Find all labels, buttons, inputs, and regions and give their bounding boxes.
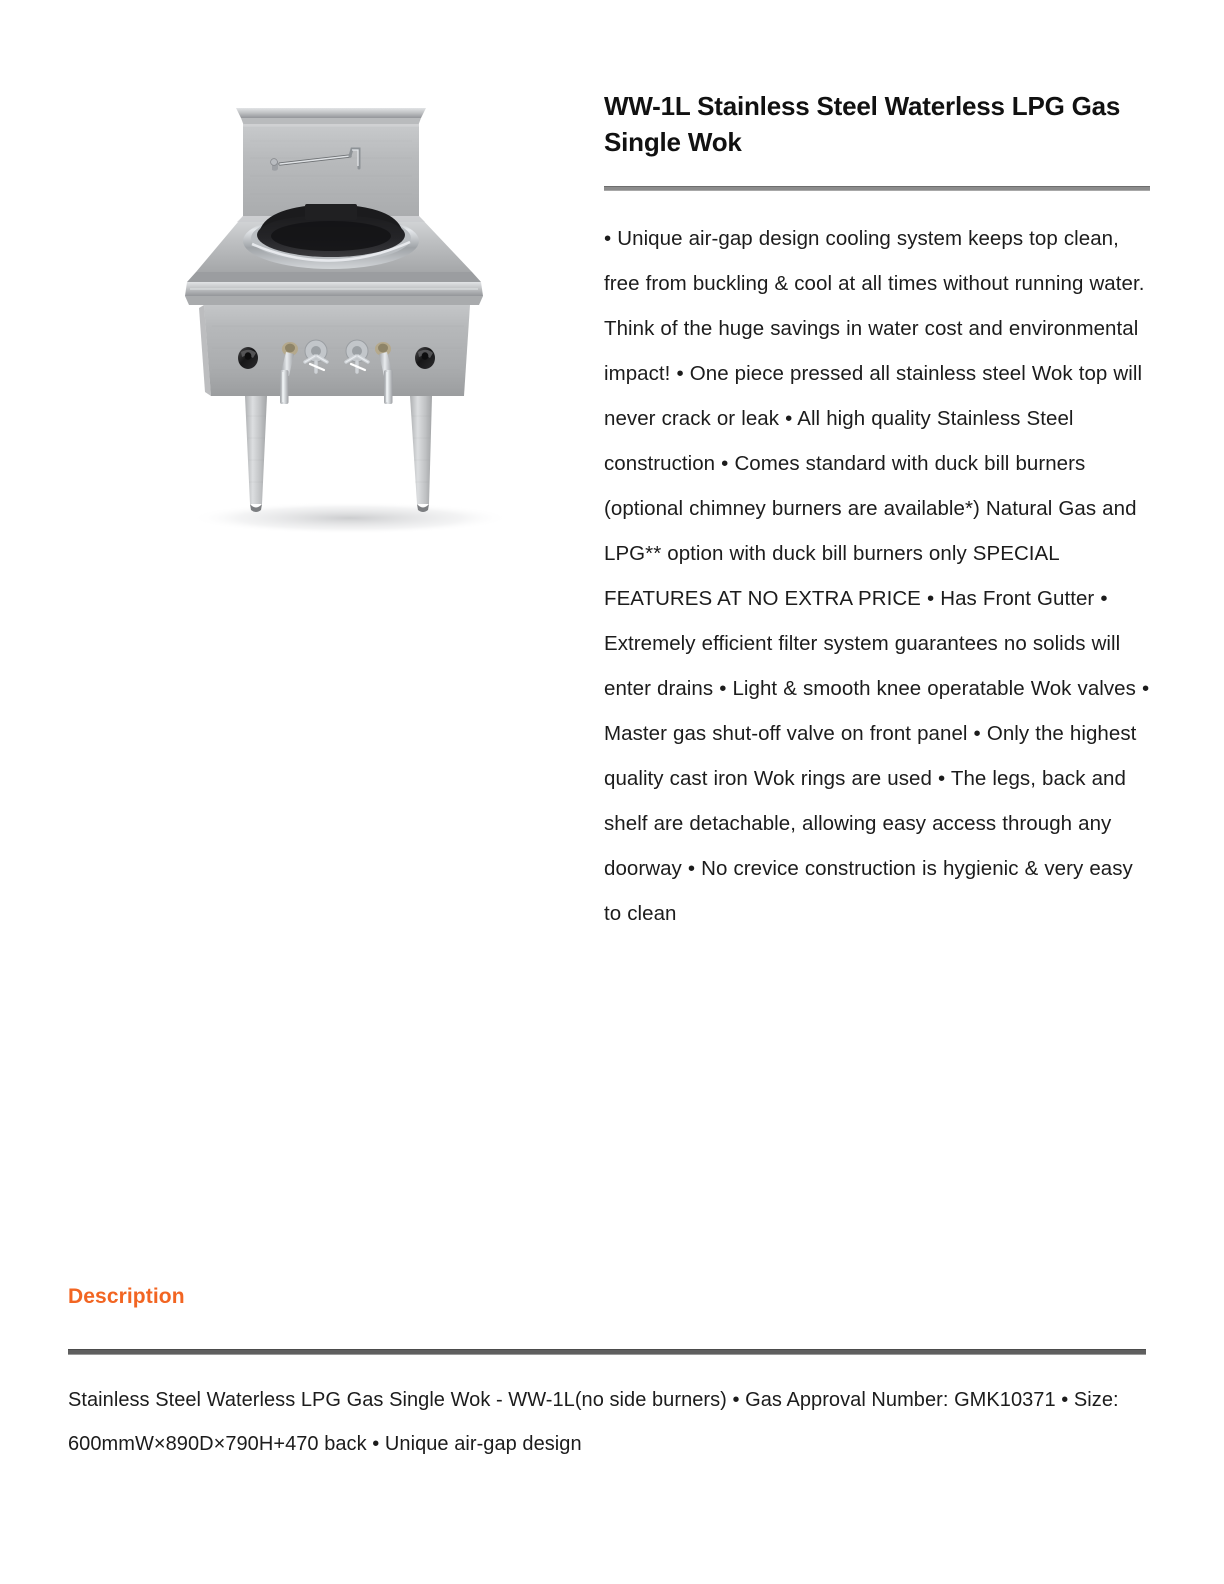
- product-image: [100, 86, 600, 556]
- control-knob-left[interactable]: [238, 347, 258, 369]
- control-knob-right[interactable]: [415, 347, 435, 369]
- wok-range-illustration: [100, 86, 600, 556]
- description-section: [68, 1283, 1146, 1466]
- product-features-text: • Unique air-gap design cooling system keeps top clean, free from buckling & cool at all times without running water. Think of the huge savings in water cost and environmental impact! • One piece pressed all stainless steel Wok top will never crack or leak • All high quality Stainless Steel construction • Comes standard with duck bill burners (optional chimney burners are available*) Natural Gas and LPG** option with duck bill burners only SPECIAL FEATURES AT NO EXTRA PRICE • Has Front Gutter • Extremely efficient filter system guarantees no solids will enter drains • Light & smooth knee operatable Wok valves • Master gas shut-off valve on front panel • Only the highest quality cast iron Wok rings are used • The legs, back and shelf are detachable, allowing easy access through any doorway • No crevice construction is hygienic & very easy to clean: [604, 227, 1150, 925]
- front-gutter-rail: [185, 272, 483, 305]
- description-body-text: Stainless Steel Waterless LPG Gas Single Wok - WW-1L(no side burners) • Gas Approval Number: GMK10371 • Size: 600mmW×890D×790H+470 back • Unique air-gap design: [68, 1389, 1119, 1455]
- drop-shadow: [190, 502, 510, 534]
- description-heading: Description: [68, 1285, 185, 1308]
- product-detail-panel: [604, 88, 1152, 936]
- leg-left: [245, 396, 267, 512]
- backsplash: [236, 108, 426, 216]
- page-title: WW-1L Stainless Steel Waterless LPG Gas Single Wok: [604, 91, 1121, 157]
- leg-right: [410, 396, 432, 512]
